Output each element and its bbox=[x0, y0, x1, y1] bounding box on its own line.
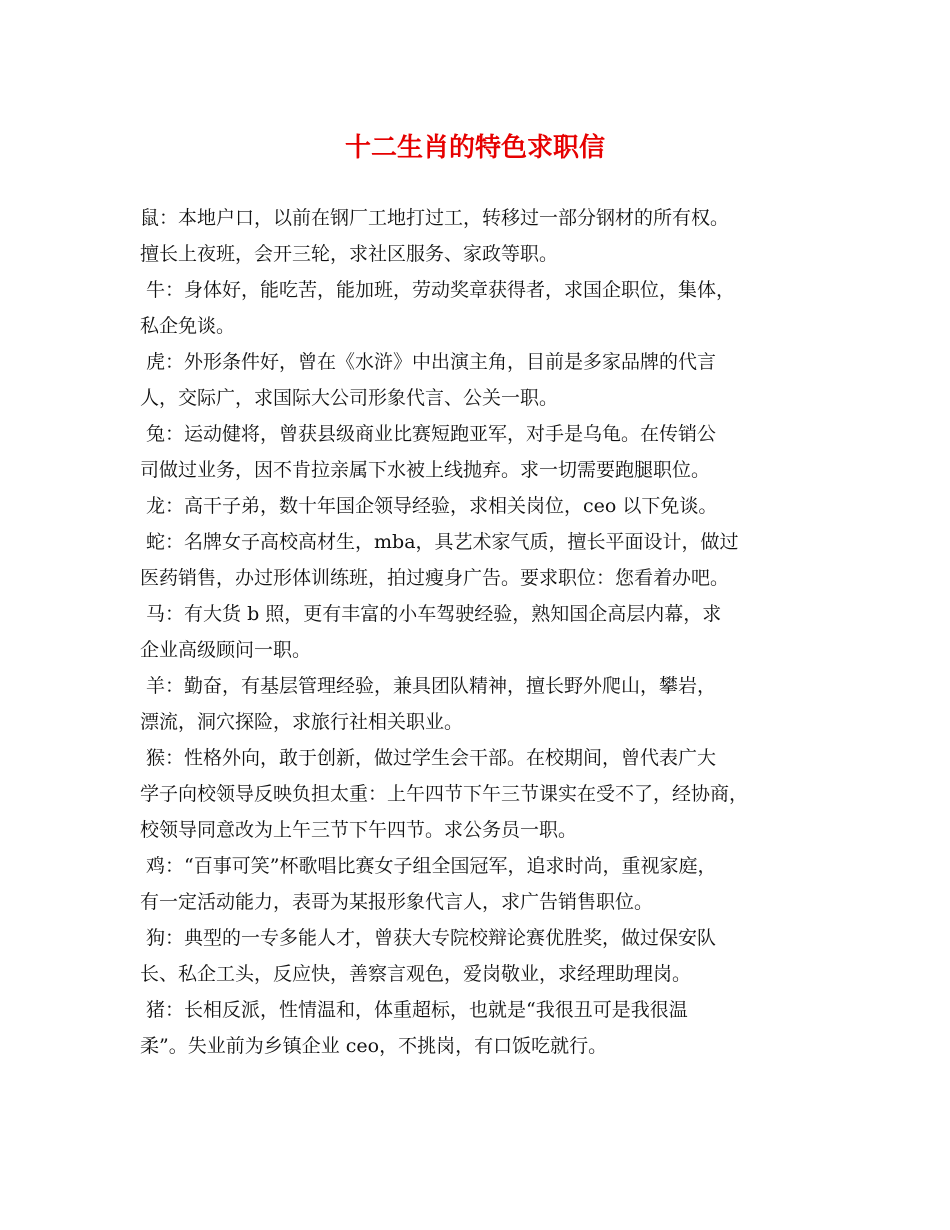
paragraph-line: 司做过业务，因不肯拉亲属下水被上线抛弃。求一切需要跑腿职位。 bbox=[140, 459, 711, 481]
paragraph bbox=[140, 668, 820, 740]
paragraph-line: 龙：高干子弟，数十年国企领导经验，求相关岗位，ceo 以下免谈。 bbox=[140, 495, 718, 517]
paragraph-line: 校领导同意改为上午三节下午四节。求公务员一职。 bbox=[140, 819, 578, 841]
paragraph-line: 医药销售，办过形体训练班，拍过瘦身广告。要求职位：您看着办吧。 bbox=[140, 567, 730, 589]
paragraph-line: 人，交际广，求国际大公司形象代言、公关一职。 bbox=[140, 387, 559, 409]
paragraph-line: 猴：性格外向，敢于创新，做过学生会干部。在校期间，曾代表广大 bbox=[140, 747, 717, 769]
document-body bbox=[140, 200, 820, 1064]
paragraph-line: 柔”。失业前为乡镇企业 ceo，不挑岗，有口饭吃就行。 bbox=[140, 1035, 608, 1057]
paragraph bbox=[140, 992, 820, 1064]
paragraph-line: 漂流，洞穴探险，求旅行社相关职业。 bbox=[140, 711, 464, 733]
paragraph bbox=[140, 524, 820, 596]
paragraph bbox=[140, 344, 820, 416]
paragraph bbox=[140, 488, 820, 524]
paragraph-line: 擅长上夜班，会开三轮，求社区服务、家政等职。 bbox=[140, 243, 559, 265]
paragraph-line: 虎：外形条件好，曾在《水浒》中出演主角，目前是多家品牌的代言 bbox=[140, 351, 717, 373]
paragraph bbox=[140, 416, 820, 488]
paragraph-line: 牛：身体好，能吃苦，能加班，劳动奖章获得者，求国企职位，集体， bbox=[140, 279, 736, 301]
paragraph-line: 长、私企工头，反应快，善察言观色，爱岗敬业，求经理助理岗。 bbox=[140, 963, 692, 985]
paragraph-line: 蛇：名牌女子高校高材生，mba，具艺术家气质，擅长平面设计，做过 bbox=[140, 531, 739, 553]
paragraph bbox=[140, 740, 820, 848]
paragraph-line: 兔：运动健将，曾获县级商业比赛短跑亚军，对手是乌龟。在传销公 bbox=[140, 423, 717, 445]
paragraph bbox=[140, 200, 820, 272]
paragraph-line: 有一定活动能力，表哥为某报形象代言人，求广告销售职位。 bbox=[140, 891, 654, 913]
paragraph bbox=[140, 848, 820, 920]
document-title: 十二生肖的特色求职信 bbox=[344, 133, 605, 163]
paragraph-line: 鸡：“百事可笑”杯歌唱比赛女子组全国冠军，追求时尚，重视家庭， bbox=[140, 855, 717, 877]
paragraph-line: 私企免谈。 bbox=[140, 315, 236, 337]
paragraph-line: 鼠：本地户口，以前在钢厂工地打过工，转移过一部分钢材的所有权。 bbox=[140, 207, 730, 229]
paragraph-line: 狗：典型的一专多能人才，曾获大专院校辩论赛优胜奖，做过保安队 bbox=[140, 927, 717, 949]
paragraph-line: 企业高级顾问一职。 bbox=[140, 639, 312, 661]
paragraph-line: 羊：勤奋，有基层管理经验，兼具团队精神，擅长野外爬山，攀岩， bbox=[140, 675, 717, 697]
paragraph bbox=[140, 596, 820, 668]
paragraph-line: 马：有大货 b 照，更有丰富的小车驾驶经验，熟知国企高层内幕，求 bbox=[140, 603, 722, 625]
paragraph-line: 学子向校领导反映负担太重：上午四节下午三节课实在受不了，经协商， bbox=[140, 783, 749, 805]
paragraph bbox=[140, 920, 820, 992]
paragraph bbox=[140, 272, 820, 344]
paragraph-line: 猪：长相反派，性情温和，体重超标，也就是“我很丑可是我很温 bbox=[140, 999, 688, 1021]
